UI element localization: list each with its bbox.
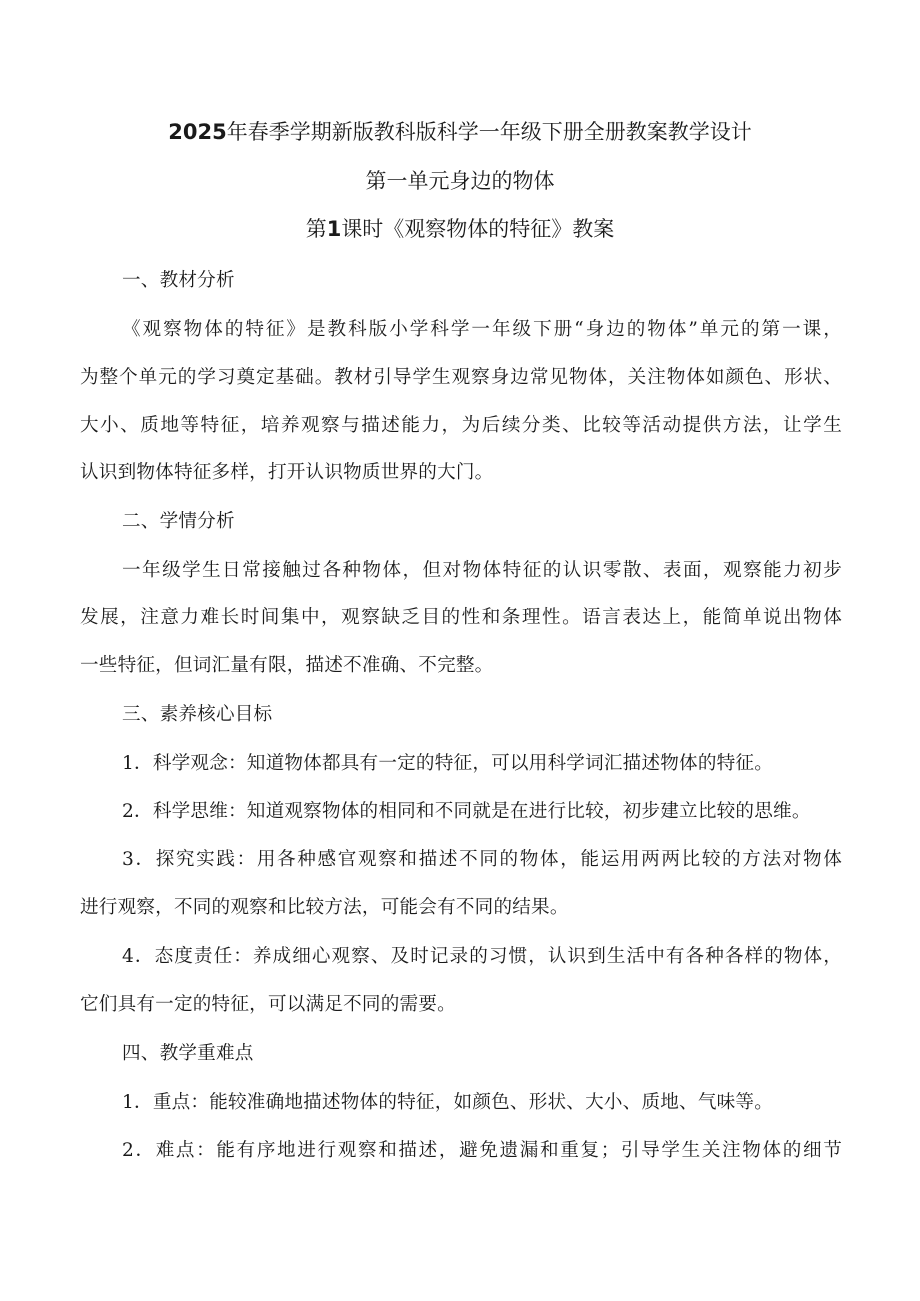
key-point-item: 2．难点：能有序地进行观察和描述，避免遗漏和重复；引导学生关注物体的细节 [122, 1140, 842, 1161]
paragraph-line: 《观察物体的特征》是教科版小学科学一年级下册“身边的物体”单元的第一课， [122, 319, 842, 340]
section-heading: 二、学情分析 [122, 511, 235, 532]
document-title-text: 年春季学期新版教科版科学一年级下册全册教案教学设计 [226, 120, 752, 144]
objective-item: 1．科学观念：知道物体都具有一定的特征，可以用科学词汇描述物体的特征。 [122, 753, 774, 774]
lesson-title-prefix: 第 [305, 217, 327, 241]
key-point-item: 1．重点：能较准确地描述物体的特征，如颜色、形状、大小、质地、气味等。 [122, 1092, 774, 1113]
objective-item-continuation: 它们具有一定的特征，可以满足不同的需要。 [80, 994, 456, 1015]
paragraph-line: 一些特征，但词汇量有限，描述不准确、不完整。 [80, 655, 494, 676]
lesson-title-text: 课时《观察物体的特征》教案 [341, 217, 615, 241]
paragraph-line: 大小、质地等特征，培养观察与描述能力，为后续分类、比较等活动提供方法，让学生 [80, 415, 842, 436]
document-title [0, 117, 920, 147]
objective-item: 4．态度责任：养成细心观察、及时记录的习惯，认识到生活中有各种各样的物体， [122, 946, 842, 967]
unit-title: 第一单元身边的物体 [365, 169, 555, 193]
lesson-title-number: 1 [326, 217, 342, 241]
section-heading: 四、教学重难点 [122, 1043, 254, 1064]
document-title-year: 2025 [168, 120, 227, 144]
paragraph-line: 发展，注意力难长时间集中，观察缺乏目的性和条理性。语言表达上，能简单说出物体 [80, 607, 842, 628]
lesson-title [0, 214, 920, 244]
paragraph-line: 一年级学生日常接触过各种物体，但对物体特征的认识零散、表面，观察能力初步 [122, 560, 842, 581]
objective-item: 2．科学思维：知道观察物体的相同和不同就是在进行比较，初步建立比较的思维。 [122, 801, 811, 822]
paragraph-line: 认识到物体特征多样，打开认识物质世界的大门。 [80, 462, 494, 483]
section-heading: 三、素养核心目标 [122, 704, 273, 725]
objective-item: 3．探究实践：用各种感官观察和描述不同的物体，能运用两两比较的方法对物体 [122, 849, 842, 870]
objective-item-continuation: 进行观察，不同的观察和比较方法，可能会有不同的结果。 [80, 897, 569, 918]
section-heading: 一、教材分析 [122, 270, 235, 291]
paragraph-line: 为整个单元的学习奠定基础。教材引导学生观察身边常见物体，关注物体如颜色、形状、 [80, 367, 842, 388]
